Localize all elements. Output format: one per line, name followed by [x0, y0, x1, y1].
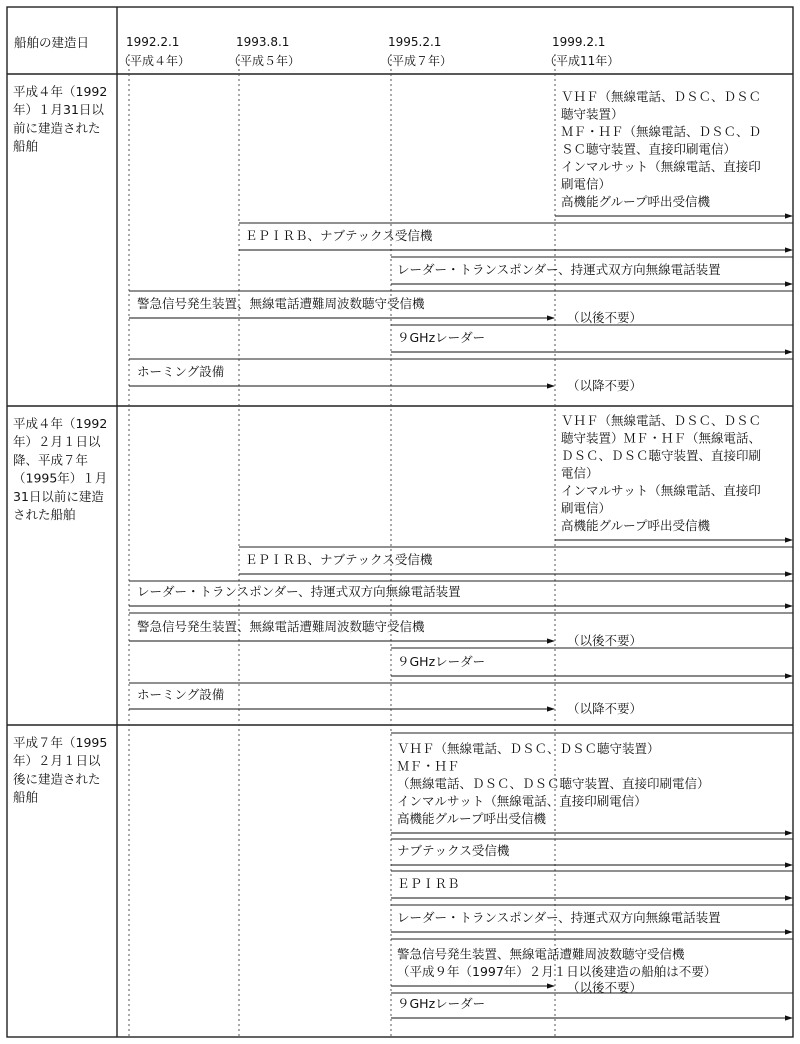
equipment-arrow — [391, 862, 793, 867]
equipment-text-line: ＭＦ・ＨＦ — [397, 758, 460, 774]
arrow-head — [785, 281, 793, 286]
equipment-text-line: ＶＨＦ（無線電話、ＤＳＣ、ＤＳＣ聴守装置） — [397, 741, 660, 756]
equipment-arrow — [391, 929, 793, 934]
arrow-head — [547, 638, 555, 643]
equipment-arrow — [391, 983, 555, 988]
equipment-entry — [561, 89, 761, 209]
equipment-text-line: ナブテックス受信機 — [397, 843, 510, 858]
header-date: 1993.8.1 — [236, 35, 290, 49]
entry-note: （以降不要） — [567, 701, 643, 716]
equipment-text-line: ＶＨＦ（無線電話、ＤＳＣ、ＤＳＣ — [561, 89, 762, 104]
section-label-line: 平成４年（1992 — [13, 416, 108, 431]
equipment-text-line: レーダー・トランスポンダー、持運式双方向無線電話装置 — [397, 910, 721, 925]
equipment-entry — [391, 905, 793, 925]
section-label-line: 後に建造された — [13, 771, 101, 787]
equipment-text-line: 警急信号発生装置、無線電話遭難周波数聴守受信機 — [397, 946, 685, 962]
section-label-line: 船舶 — [13, 138, 39, 154]
section-label-line: 平成４年（1992 — [13, 84, 108, 99]
equipment-entry — [391, 648, 793, 669]
arrow-head — [785, 929, 793, 934]
corner-label: 船舶の建造日 — [14, 35, 90, 50]
equipment-text-line: 警急信号発生装置、無線電話遭難周波数聴守受信機 — [137, 619, 425, 634]
equipment-text-line: レーダー・トランスポンダー、持運式双方向無線電話装置 — [137, 584, 461, 599]
equipment-arrow — [555, 537, 793, 542]
equipment-text-line: ＭＦ・ＨＦ（無線電話、ＤＳＣ、Ｄ — [561, 124, 762, 139]
equipment-arrow — [129, 383, 555, 388]
equipment-entry — [239, 547, 793, 567]
equipment-text-line: インマルサット（無線電話、直接印 — [561, 159, 761, 174]
equipment-arrow — [239, 571, 793, 576]
equipment-entry — [129, 359, 793, 393]
equipment-entry — [129, 291, 793, 325]
entry-note: （以降不要） — [567, 378, 643, 393]
section-label-line: 平成７年（1995 — [13, 735, 108, 750]
entry-note: （以後不要） — [567, 310, 643, 325]
section-label-line: 年）２月１日以 — [13, 434, 101, 450]
section-label-line: 降、平成７年 — [13, 452, 89, 468]
equipment-entry — [391, 325, 793, 345]
equipment-text-line: ＥＰＩＲＢ — [397, 876, 460, 891]
equipment-entry — [391, 733, 793, 826]
section-label-line: 船舶 — [13, 789, 39, 805]
section-2 — [13, 413, 793, 716]
header-era: （平成５年） — [228, 54, 301, 68]
header-era: （平成４年） — [118, 54, 191, 68]
arrow-head — [785, 213, 793, 218]
equipment-arrow — [129, 638, 555, 643]
section-1 — [13, 84, 793, 393]
equipment-text-line: ホーミング設備 — [137, 687, 225, 702]
arrow-head — [547, 706, 555, 711]
header-date: 1995.2.1 — [388, 35, 442, 49]
equipment-arrow — [391, 895, 793, 900]
equipment-arrow — [391, 673, 793, 678]
arrow-head — [785, 895, 793, 900]
equipment-text-line: 聴守装置）ＭＦ・ＨＦ（無線電話、 — [561, 430, 762, 446]
arrow-head — [785, 247, 793, 252]
equipment-entry — [391, 993, 793, 1011]
section-label-line: 年）１月31日以 — [13, 102, 104, 118]
equipment-entry — [129, 683, 793, 716]
arrow-head — [785, 1015, 793, 1020]
arrow-head — [547, 983, 555, 988]
equipment-arrow — [391, 281, 793, 286]
entry-note: （以後不要） — [567, 633, 643, 648]
equipment-text-line: 刷電信） — [561, 500, 612, 516]
section-label-line: された船舶 — [13, 507, 76, 522]
equipment-text-line: ９GHzレーダー — [397, 330, 486, 345]
header-date: 1999.2.1 — [552, 35, 606, 49]
arrow-head — [785, 571, 793, 576]
equipment-arrow — [129, 603, 793, 608]
equipment-arrow — [555, 213, 793, 218]
entry-note: （以後不要） — [567, 980, 643, 995]
arrow-head — [547, 315, 555, 320]
equipment-text-line: 高機能グループ呼出受信機 — [561, 194, 711, 209]
equipment-text-line: ＥＰＩＲＢ、ナブテックス受信機 — [245, 552, 433, 567]
section-3 — [13, 733, 793, 1011]
equipment-entry — [561, 413, 761, 533]
equipment-text-line: 聴守装置） — [561, 106, 624, 122]
arrow-head — [785, 673, 793, 678]
header-era: （平成11年） — [544, 54, 620, 68]
section-label-line: （1995年）１月 — [13, 470, 108, 486]
arrow-head — [785, 537, 793, 542]
equipment-text-line: インマルサット（無線電話、直接印 — [561, 483, 761, 498]
arrow-head — [785, 862, 793, 867]
equipment-entry — [391, 939, 793, 995]
equipment-text-line: ＤＳＣ、ＤＳＣ聴守装置、直接印刷 — [561, 448, 762, 463]
arrow-head — [547, 383, 555, 388]
arrow-head — [785, 603, 793, 608]
equipment-entry — [129, 613, 793, 648]
equipment-text-line: 電信） — [561, 465, 599, 481]
equipment-text-line: インマルサット（無線電話、直接印刷電信） — [397, 793, 647, 809]
equipment-text-line: ９GHzレーダー — [397, 654, 486, 669]
arrow-head — [785, 830, 793, 835]
header-date: 1992.2.1 — [126, 35, 180, 49]
equipment-entry — [391, 839, 793, 858]
arrow-head — [785, 349, 793, 354]
equipment-text-line: ９GHzレーダー — [397, 996, 486, 1011]
equipment-entry — [391, 871, 793, 891]
section-label-line: 前に建造された — [13, 120, 101, 136]
section-label-line: 31日以前に建造 — [13, 488, 104, 504]
equipment-text-line: ＶＨＦ（無線電話、ＤＳＣ、ＤＳＣ — [561, 413, 762, 428]
equipment-arrow — [129, 706, 555, 711]
section-label-line: 年）２月１日以 — [13, 753, 101, 769]
equipment-text-line: ＥＰＩＲＢ、ナブテックス受信機 — [245, 228, 433, 243]
header-era: （平成７年） — [380, 54, 453, 68]
equipment-text-line: 高機能グループ呼出受信機 — [397, 811, 547, 826]
equipment-text-line: （無線電話、ＤＳＣ、ＤＳＣ聴守装置、直接印刷電信） — [397, 776, 710, 791]
equipment-text-line: ホーミング設備 — [137, 364, 225, 379]
equipment-arrow — [391, 1015, 793, 1020]
equipment-entry — [239, 223, 793, 243]
equipment-entry — [391, 257, 793, 277]
equipment-arrow — [129, 315, 555, 320]
equipment-entry — [129, 581, 793, 599]
equipment-arrow — [391, 349, 793, 354]
equipment-text-line: 高機能グループ呼出受信機 — [561, 518, 711, 533]
equipment-text-line: ＳＣ聴守装置、直接印刷電信） — [561, 141, 737, 157]
equipment-arrow — [239, 247, 793, 252]
equipment-text-line: 警急信号発生装置、無線電話遭難周波数聴守受信機 — [137, 296, 425, 311]
equipment-text-line: （平成９年（1997年）２月１日以後建造の船舶は不要） — [397, 964, 717, 979]
equipment-text-line: 刷電信） — [561, 176, 612, 192]
equipment-text-line: レーダー・トランスポンダー、持運式双方向無線電話装置 — [397, 262, 721, 277]
equipment-arrow — [391, 830, 793, 835]
